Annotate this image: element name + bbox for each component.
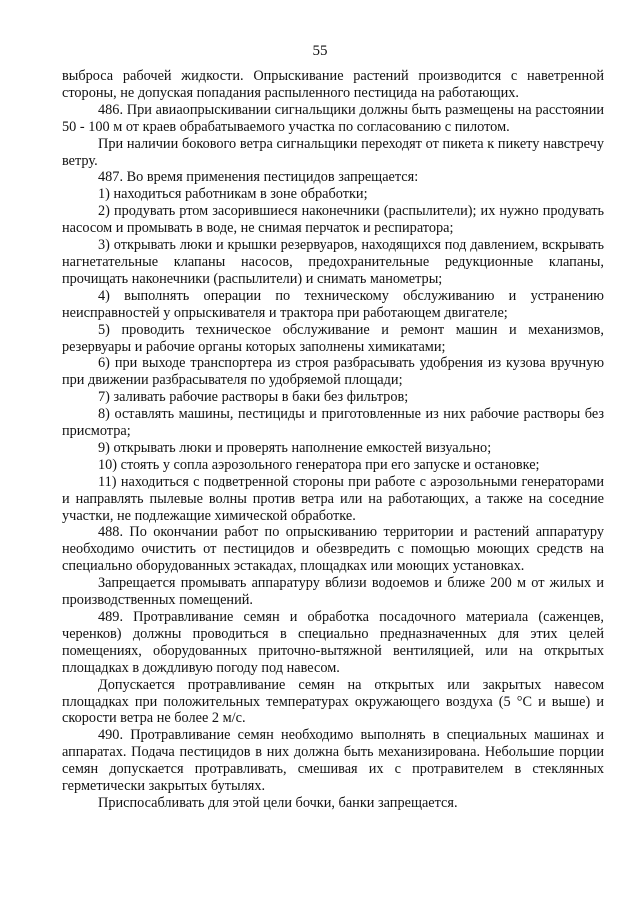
list-item-4: 4) выполнять операции по техническому обслуживанию и устранению неисправностей у опрыскивателя и трактора при работающем двигателе; [62, 287, 604, 321]
document-body [62, 68, 604, 812]
paragraph-continuation: выброса рабочей жидкости. Опрыскивание растений производится с наветренной стороны, не допуская попадания распыленного пестицида на работающих. [62, 68, 604, 101]
list-item-7: 7) заливать рабочие растворы в баки без фильтров; [98, 389, 409, 406]
paragraph-washing-prohibited: Запрещается промывать аппаратуру вблизи водоемов и ближе 200 м от жилых и производственных помещений. [62, 575, 604, 609]
page-number: 55 [312, 43, 328, 59]
paragraph-487: 487. Во время применения пестицидов запрещается: [98, 169, 419, 186]
paragraph-486: 486. При авиаопрыскивании сигнальщики должны быть размещены на расстоянии 50 - 100 м от краев обрабатываемого участка по согласованию с пилотом. [62, 101, 604, 135]
paragraph-490: 490. Протравливание семян необходимо выполнять в специальных машинах и аппаратах. Подача пестицидов в них должна быть механизирована. Небольшие порции семян допускается протравливать, смешивая их с протравителем в стеклянных герметически закрытых бутылях. [62, 727, 604, 795]
list-item-10: 10) стоять у сопла аэрозольного генератора при его запуске и остановке; [98, 456, 540, 473]
paragraph-side-wind: При наличии бокового ветра сигнальщики переходят от пикета к пикету навстречу ветру. [62, 135, 604, 169]
paragraph-seed-treatment-allowed: Допускается протравливание семян на открытых или закрытых навесом площадках при положительных температурах окружающего воздуха (5 °С и выше) и скорости ветра не более 2 м/с. [62, 676, 604, 727]
paragraph-488: 488. По окончании работ по опрыскиванию территории и растений аппаратуру необходимо очистить от пестицидов и обезвредить с помощью моющих средств на специально оборудованных эстакадах, площадках или моющих установках. [62, 524, 604, 575]
list-item-6: 6) при выходе транспортера из строя разбрасывать удобрения из кузова вручную при движении разбрасывателя по удобряемой площади; [62, 355, 604, 389]
paragraph-barrels-prohibited: Приспосабливать для этой цели бочки, банки запрещается. [98, 794, 458, 811]
paragraph-489: 489. Протравливание семян и обработка посадочного материала (саженцев, черенков) должны проводиться в специально предназначенных для этих целей помещениях, оборудованных приточно-вытяжной вентиляцией, или на открытых площадках в дождливую погоду под навесом. [62, 609, 604, 676]
list-item-2: 2) продувать ртом засорившиеся наконечники (распылители); их нужно продувать насосом и промывать в воде, не снимая перчаток и респиратора; [62, 203, 604, 237]
list-item-1: 1) находиться работникам в зоне обработки; [98, 186, 368, 203]
list-item-9: 9) открывать люки и проверять наполнение емкостей визуально; [98, 439, 492, 456]
list-item-3: 3) открывать люки и крышки резервуаров, находящихся под давлением, вскрывать нагнетательные клапаны насосов, предохранительные редукционные клапаны, прочищать наконечники (распылители) и снимать манометры; [62, 237, 604, 287]
list-item-5: 5) проводить техническое обслуживание и ремонт машин и механизмов, резервуары и рабочие органы которых заполнены химикатами; [62, 321, 604, 355]
list-item-8: 8) оставлять машины, пестициды и приготовленные из них рабочие растворы без присмотра; [62, 406, 604, 440]
list-item-11: 11) находиться с подветренной стороны при работе с аэрозольными генераторами и направлять пылевые волны против ветра или на работающих, а также на соседние участки, не подлежащие химической обработке. [62, 473, 604, 524]
